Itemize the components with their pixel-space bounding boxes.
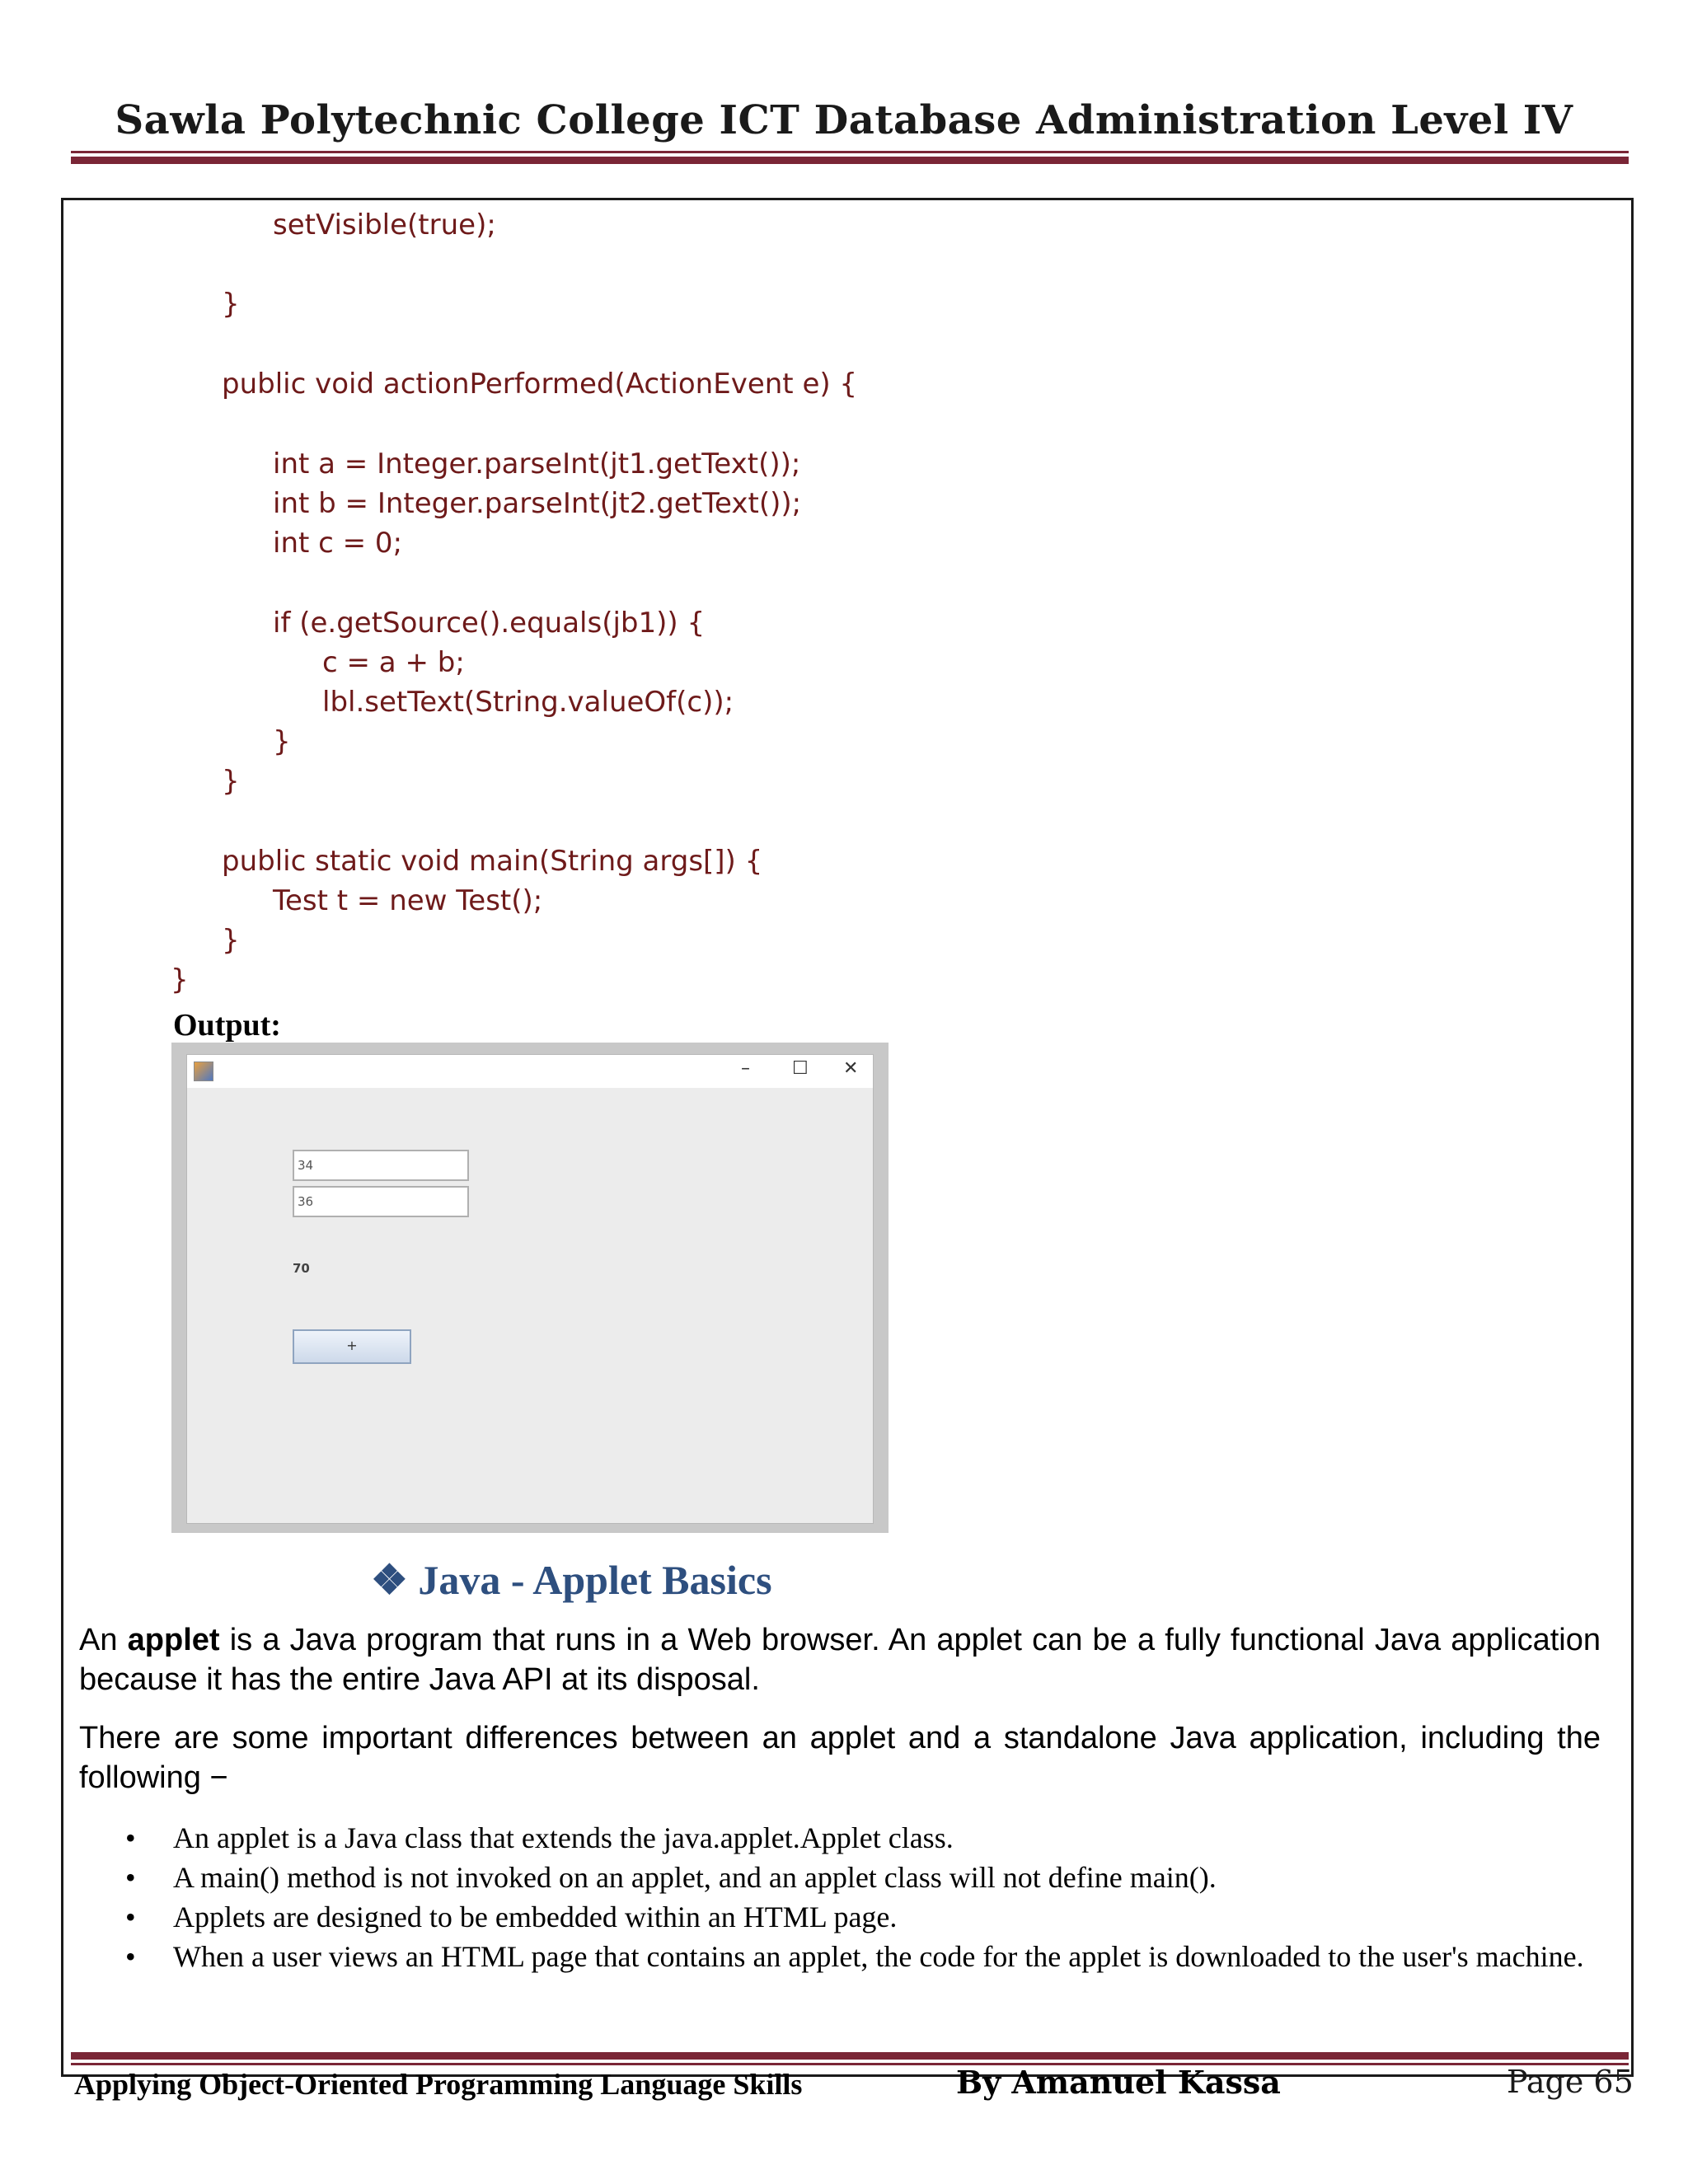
paragraph-applet-intro <box>79 1620 1601 1699</box>
code-line: lbl.setText(String.valueOf(c)); <box>322 686 734 719</box>
code-line: if (e.getSource().equals(jb1)) { <box>273 607 706 640</box>
page-header-title: Sawla Polytechnic College ICT Database Administration Level IV <box>115 97 1573 143</box>
code-line: } <box>222 288 240 321</box>
code-line: public void actionPerformed(ActionEvent e) { <box>222 368 858 401</box>
output-label: Output: <box>173 1008 281 1043</box>
differences-list <box>79 1818 1601 1976</box>
code-line: } <box>222 765 240 798</box>
bullet-icon: • <box>125 1900 136 1933</box>
code-line: } <box>171 963 189 996</box>
list-item-text: A main() method is not invoked on an applet, and an applet class will not define main(). <box>173 1861 1217 1894</box>
code-line: Test t = new Test(); <box>273 884 543 917</box>
list-item <box>79 1897 1601 1937</box>
code-line: setVisible(true); <box>273 209 496 241</box>
section-heading: ❖ Java - Applet Basics <box>371 1557 772 1603</box>
bullet-icon: • <box>125 1940 136 1973</box>
code-line: c = a + b; <box>322 646 465 679</box>
footer-author: By Amanuel Kassa <box>956 2064 1281 2101</box>
list-item <box>79 1858 1601 1897</box>
footer-page-number: Page 65 <box>1507 2064 1634 2100</box>
header-rule-thin <box>71 151 1629 153</box>
footer-course-title: Applying Object-Oriented Programming Language Skills <box>74 2068 803 2101</box>
close-icon[interactable]: ✕ <box>843 1058 859 1079</box>
footer-rule-thick <box>71 2052 1629 2060</box>
footer-rule-thin <box>71 2063 1629 2065</box>
para-text: is a Java program that runs in a Web browser. An applet can be a fully functional Java application because it has the entire Java API at its disposal. <box>79 1623 1601 1697</box>
code-block <box>63 200 858 996</box>
para-text: An <box>79 1623 128 1657</box>
paragraph-differences: There are some important differences between an applet and a standalone Java application, including the following − <box>79 1721 1601 1795</box>
list-item <box>79 1937 1601 1976</box>
window-titlebar <box>187 1055 873 1088</box>
applet-term: applet <box>127 1623 220 1657</box>
add-button[interactable]: + <box>293 1329 411 1364</box>
number-field-1[interactable]: 34 <box>293 1150 469 1181</box>
code-line: public static void main(String args[]) { <box>222 845 763 878</box>
list-item-text: An applet is a Java class that extends the java.applet.Applet class. <box>173 1821 954 1854</box>
bullet-icon: • <box>125 1821 136 1854</box>
bullet-icon: • <box>125 1861 136 1894</box>
java-window <box>186 1054 874 1524</box>
code-line: int c = 0; <box>273 527 403 560</box>
result-label: 70 <box>293 1261 310 1276</box>
java-app-icon <box>194 1062 213 1081</box>
list-item-text: Applets are designed to be embedded within an HTML page. <box>173 1900 898 1933</box>
code-line: int a = Integer.parseInt(jt1.getText()); <box>273 448 801 480</box>
maximize-icon[interactable]: ☐ <box>792 1058 809 1079</box>
list-item-text: When a user views an HTML page that contains an applet, the code for the applet is downloaded to the user's machine. <box>173 1940 1584 1973</box>
code-line: int b = Integer.parseInt(jt2.getText()); <box>273 487 802 520</box>
code-line: } <box>222 924 240 957</box>
code-line: } <box>273 725 291 758</box>
minimize-icon[interactable]: – <box>741 1058 750 1079</box>
number-field-2[interactable]: 36 <box>293 1186 469 1217</box>
header-rule-thick <box>71 157 1629 164</box>
java-window-screenshot <box>171 1043 889 1533</box>
list-item <box>79 1818 1601 1858</box>
